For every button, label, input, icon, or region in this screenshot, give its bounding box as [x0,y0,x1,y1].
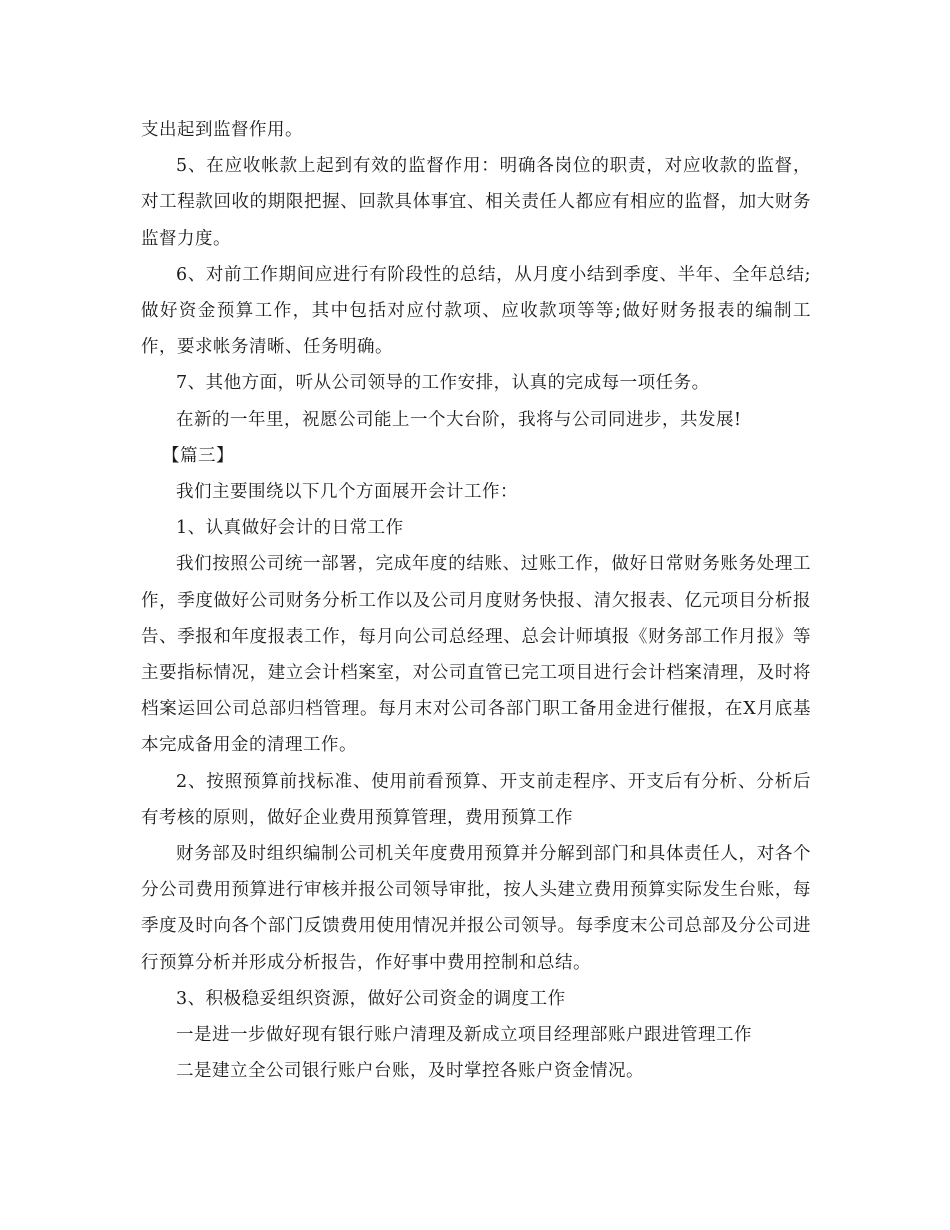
paragraph: 3、积极稳妥组织资源，做好公司资金的调度工作 [176,988,566,1009]
paragraph: 2、按照预算前找标准、使用前看预算、开支前走程序、开支后有分析、分析后有考核的原则，做好企业费用预算管理，费用预算工作 [141,771,811,828]
paragraph: 财务部及时组织编制公司机关年度费用预算并分解到部门和具体责任人，对各个分公司费用预算进行审核并报公司领导审批，按人头建立费用预算实际发生台账，每季度及时向各个部门反馈费用使用情况并报公司领导。每季度末公司总部及分公司进行预算分析并形成分析报告，作好事中费用控制和总结。 [141,844,811,973]
section-heading: 【篇三】 [162,445,234,466]
paragraph: 二是建立全公司银行账户台账，及时掌控各账户资金情况。 [176,1061,644,1082]
paragraph: 一是进一步做好现有银行账户清理及新成立项目经理部账户跟进管理工作 [176,1025,752,1046]
document-body [141,112,811,1089]
paragraph: 我们主要围绕以下几个方面展开会计工作： [176,482,518,503]
paragraph: 我们按照公司统一部署，完成年度的结账、过账工作，做好日常财务账务处理工作，季度做好公司财务分析工作以及公司月度财务快报、清欠报表、亿元项目分析报告、季报和年度报表工作，每月向公司总经理、总会计师填报《财务部工作月报》等主要指标情况，建立会计档案室，对公司直管已完工项目进行会计档案清理，及时将档案运回公司总部归档管理。每月末对公司各部门职工备用金进行催报，在X月底基本完成备用金的清理工作。 [141,554,811,756]
paragraph: 1、认真做好会计的日常工作 [176,518,404,539]
paragraph: 7、其他方面，听从公司领导的工作安排，认真的完成每一项任务。 [176,373,710,394]
paragraph: 5、在应收帐款上起到有效的监督作用：明确各岗位的职责，对应收款的监督，对工程款回收的期限把握、回款具体事宜、相关责任人都应有相应的监督，加大财务监督力度。 [141,156,811,249]
paragraph: 6、对前工作期间应进行有阶段性的总结，从月度小结到季度、半年、全年总结;做好资金预算工作，其中包括对应付款项、应收款项等等;做好财务报表的编制工作，要求帐务清晰、任务明确。 [141,264,811,358]
paragraph: 在新的一年里，祝愿公司能上一个大台阶，我将与公司同进步，共发展! [176,409,742,430]
paragraph: 支出起到监督作用。 [141,120,303,140]
